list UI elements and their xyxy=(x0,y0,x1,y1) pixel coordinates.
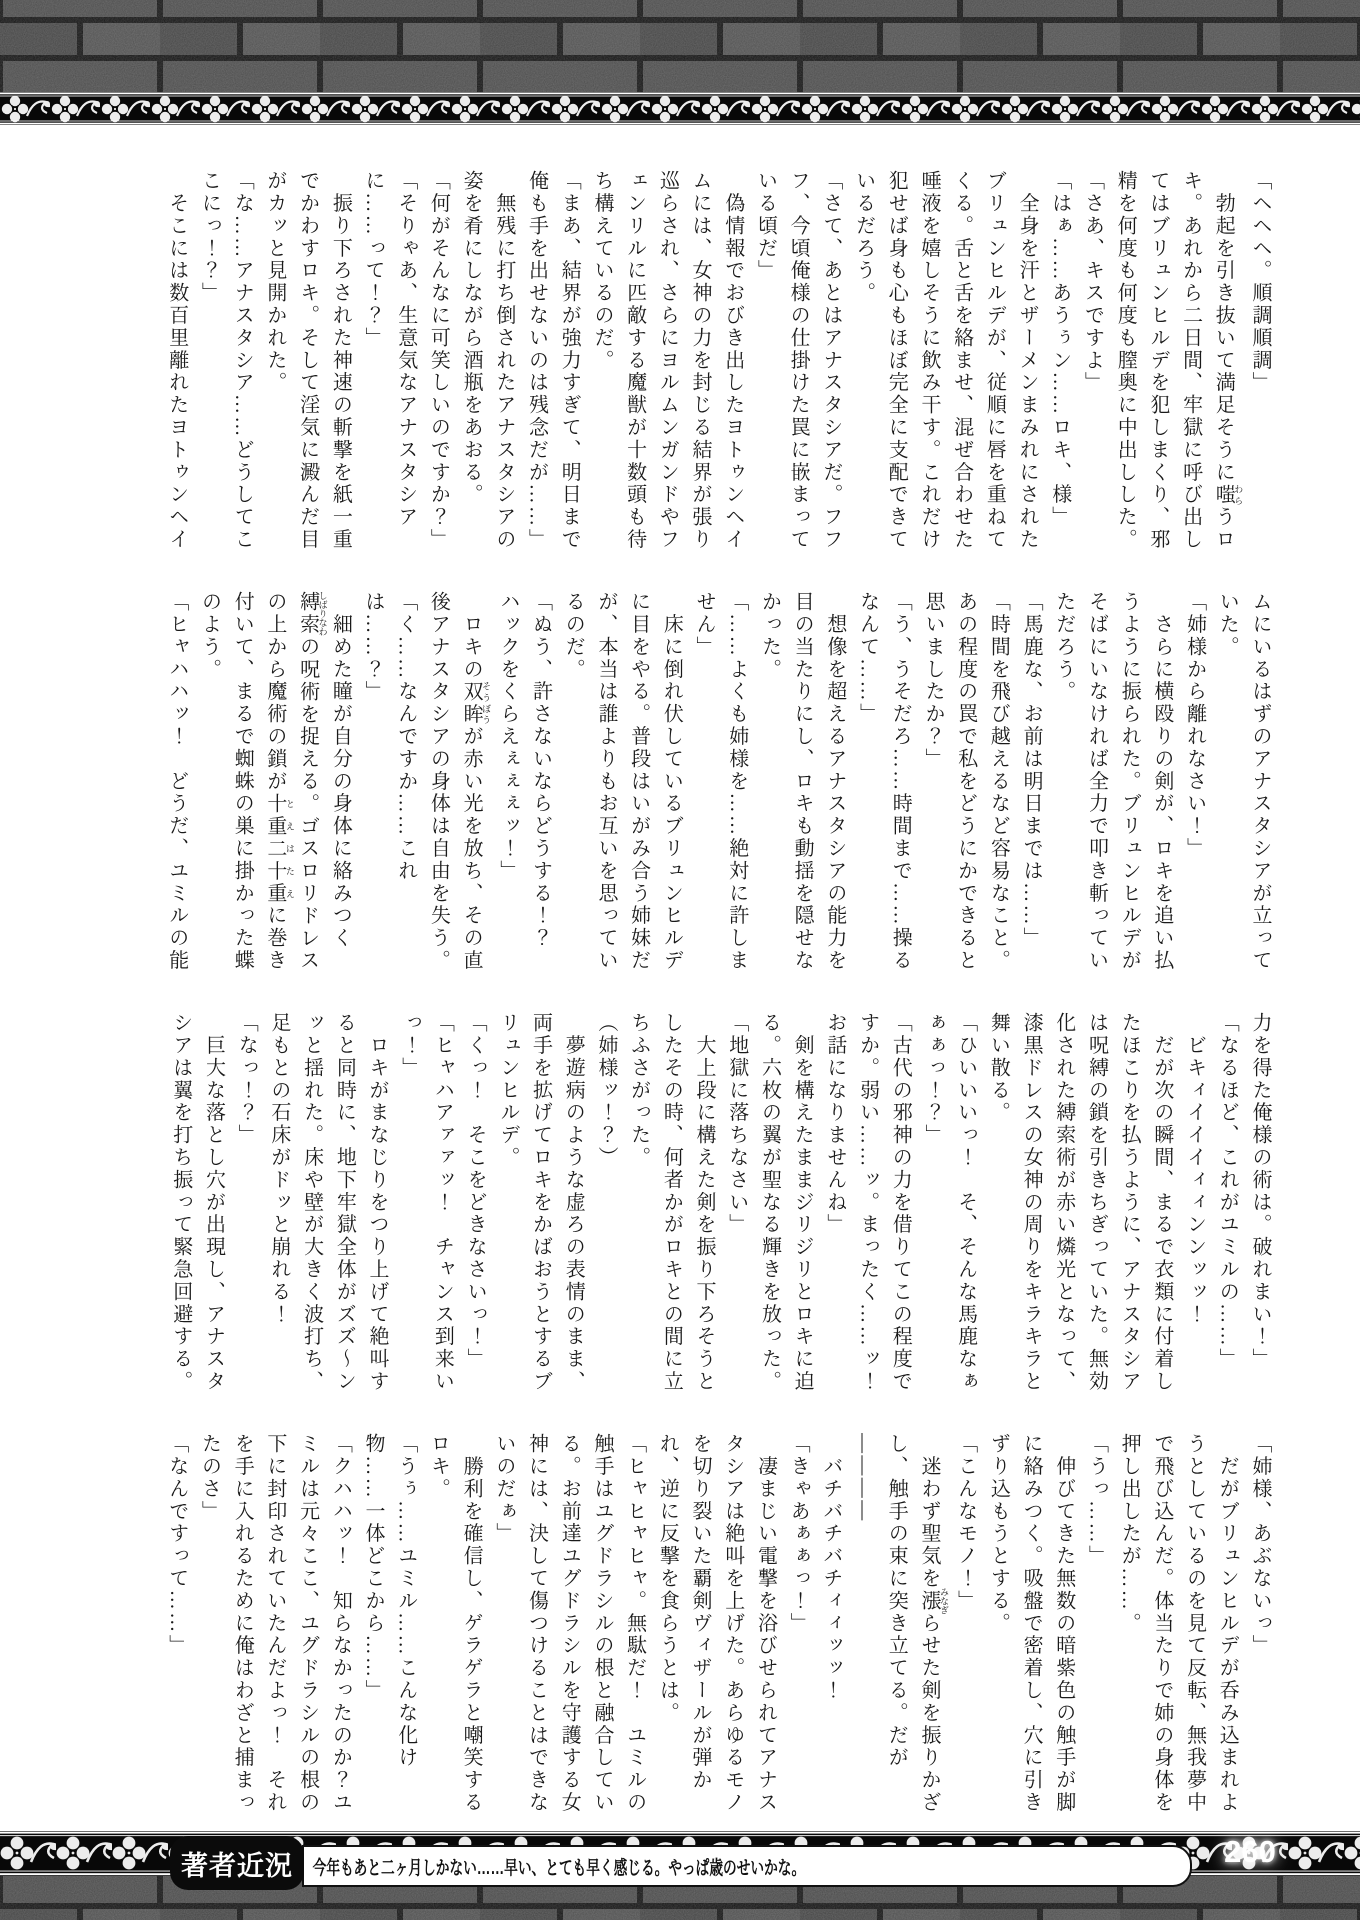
paragraph: だがブリュンヒルデが呑み込まれようとしているのを見て反転、無我夢中で飛び込んだ。体当たりで姉の身体を押し出したが……。 xyxy=(1118,1433,1239,1814)
paragraph: 勝利を確信し、ゲラゲラと嘲笑するロキ。 xyxy=(427,1433,483,1814)
paragraph: 夢遊病のような虚ろの表情のまま、両手を拡げてロキをかばおうとするブリュンヒルデ。 xyxy=(496,1012,585,1393)
paragraph: 「ヘヘヘ。順調順調」 xyxy=(1249,170,1271,394)
text-band-2 xyxy=(164,591,1276,983)
ornament-border-top xyxy=(0,92,1360,125)
paragraph: 「さて、あとはアナスタシアだ。フフフ、今頃俺様の仕掛けた罠に嵌まっている頃だ」 xyxy=(754,170,842,551)
paragraph: 「うぅ……ユミル……こんな化け物……一体どこから……」 xyxy=(362,1433,417,1769)
paragraph: 勃起を引き抜いて満足そうに嗤 わらうロキ。あれから二日間、牢獄に呼び出してはブリュンヒルデを犯しまくり、邪精を何度も何度も膣奥に中出しした。 xyxy=(1114,170,1244,551)
paragraph: 振り下ろされた神速の斬撃を紙一重でかわすロキ。そして淫気に澱んだ目がカッと見開かれた。 xyxy=(263,170,352,551)
paragraph: 「こんなモノ！」 xyxy=(954,1433,977,1613)
paragraph: 「姉様、あぶないっ」 xyxy=(1249,1433,1271,1657)
paragraph: さらに横殴りの剣が、ロキを追い払うように振られた。ブリュンヒルデがそばにいなければ全力で叩き斬っていただろう。 xyxy=(1052,591,1173,972)
paragraph: 偽情報でおびき出したヨトゥンヘイムには、女神の力を封じる結界が張り巡らされ、さらにヨルムンガンドやフェンリルに匹敵する魔獣が十数頭も待ち構えているのだ。 xyxy=(590,170,744,551)
author-status-label-text: 著者近況 xyxy=(181,1850,293,1881)
paragraph: 「くっ！ そこをどきなさいっ！」 xyxy=(464,1012,487,1371)
paragraph: 巨大な落とし穴が出現し、アナスタシアは翼を打ち振って緊急回避する。 xyxy=(169,1012,225,1393)
paragraph: 「く……なんですか……これは……？」 xyxy=(362,591,417,883)
paragraph: ―――― xyxy=(852,1433,875,1523)
paragraph: 「はぁ……あうぅン……ロキ、様」 xyxy=(1048,170,1071,529)
paragraph: 「な……アナスタシア……どうしてここにっ！？」 xyxy=(198,170,254,551)
paragraph: 大上段に構えた剣を振り下ろそうとしたその時、何者かがロキとの間に立ちふさがった。 xyxy=(627,1012,716,1393)
paragraph: 「ヒャヒャヒャ。無駄だ！ ユミルの触手はユグドラシルの根と融合している。お前達ユグドラシルを守護する女神には、決して傷つけることはできないのだぁ」 xyxy=(492,1433,646,1814)
paragraph: 「なるほど、これがユミルの……」 xyxy=(1216,1012,1239,1371)
paragraph: 「古代の邪神の力を借りてこの程度ですか。弱い……ッ。まったく……ッ！お話になりませんね」 xyxy=(823,1012,912,1393)
paragraph: 「なんですって……」 xyxy=(165,1433,188,1657)
paragraph: バチバチバチィィッッ！ xyxy=(819,1433,842,1702)
author-status-label xyxy=(170,1836,304,1890)
paragraph: 「姉様から離れなさい！」 xyxy=(1183,591,1206,860)
brick-wall-top xyxy=(0,0,1360,92)
page-number: 260 xyxy=(1224,1834,1276,1869)
paragraph: 「何がそんなに可笑しいのですか？」 xyxy=(427,170,450,551)
paragraph: 迷わず聖気を漲 みなぎらせた剣を振りかざし、触手の束に突き立てる。だが xyxy=(885,1433,949,1814)
paragraph: 床に倒れ伏しているブリュンヒルデに目をやる。普段はいがみ合う姉妹だが、本当は誰よりもお互いを思っているのだ。 xyxy=(562,591,683,972)
paragraph: 「さあ、キスですよ」 xyxy=(1081,170,1104,394)
paragraph: ムにいるはずのアナスタシアが立っていた。 xyxy=(1216,591,1271,972)
paragraph: そこには数百里離れたヨトゥンヘイ xyxy=(165,170,188,551)
paragraph: 「ヒャハアァァッ！ チャンス到来いっ！」 xyxy=(398,1012,454,1393)
paragraph: 「馬鹿な、お前は明日までは……」 xyxy=(1020,591,1043,950)
paragraph: 「時間を飛び越えるなど容易なこと。あの程度の罠で私をどうにかできると思いましたか？」 xyxy=(921,591,1010,972)
paragraph: ビキィイイイィィンンッッ！ xyxy=(1183,1012,1206,1326)
paragraph: 伸びてきた無数の暗紫色の触手が脚に絡みつく。吸盤で密着し、穴に引きずり込もうとする。 xyxy=(987,1433,1075,1814)
paragraph: 無残に打ち倒されたアナスタシアの姿を肴にしながら酒瓶をあおる。 xyxy=(460,170,515,551)
paragraph: 「……よくも姉様を……絶対に許しません」 xyxy=(693,591,748,972)
paragraph: 「ひいいいっ！ そ、そんな馬鹿なぁぁぁっ！？」 xyxy=(921,1012,977,1393)
paragraph: 細めた瞳が自分の身体に絡みつく縛索 しばりなわの呪術を捉える。ゴスロリドレスの上から魔術の鎖が十重二十重 とえはたえに巻き付いて、まるで蜘蛛の巣に掛かった蝶のよう。 xyxy=(198,591,352,972)
paragraph: ロキがまなじりをつり上げて絶叫すると同時に、地下牢獄全体がズズ〜ンッと揺れた。床や壁が大きく波打ち、足もとの石床がドッと崩れる！ xyxy=(267,1012,389,1393)
paragraph: 「そりゃあ、生意気なアナスタシアに……って！？」 xyxy=(362,170,417,529)
paragraph: 「うっ……」 xyxy=(1085,1433,1108,1568)
paragraph: 「う、うそだろ……時間まで……操るなんて……」 xyxy=(856,591,912,972)
paragraph: 剣を構えたままジリジリとロキに迫る。六枚の翼が聖なる輝きを放った。 xyxy=(758,1012,814,1393)
paragraph: 「ヒャハハッ！ どうだ、ユミルの能 xyxy=(165,591,188,972)
paragraph: 「きゃあぁぁっ！」 xyxy=(787,1433,810,1635)
paragraph: だが次の瞬間、まるで衣類に付着したほこりを払うように、アナスタシアは呪縛の鎖を引きちぎっていた。無効化された縛索術が赤い燐光となって、漆黒ドレスの女神の周りをキラキラと舞い散る。 xyxy=(987,1012,1173,1393)
text-band-4 xyxy=(164,1433,1276,1825)
paragraph: ロキの双眸 そうぼうが赤い光を放ち、その直後アナスタシアの身体は自由を失う。 xyxy=(427,591,492,972)
paragraph: 「クハハッ！ 知らなかったのか？ユミルは元々ここ、ユグドラシルの根の下に封印されていたんだよっ！ それを手に入れるために俺はわざと捕まったのさ」 xyxy=(198,1433,352,1814)
paragraph: 凄まじい電撃を浴びせられてアナスタシアは絶叫を上げた。あらゆるモノを切り裂いた覇剣ヴィザールが弾かれ、逆に反撃を食らうとは。 xyxy=(656,1433,777,1814)
paragraph: 力を得た俺様の術は。破れまい！」 xyxy=(1249,1012,1271,1371)
paragraph: 「地獄に落ちなさい」 xyxy=(725,1012,748,1236)
author-comment-text: 今年もあと二ヶ月しかない……早い、とても早く感じる。やっぱ歳のせいかな。 xyxy=(312,1857,806,1879)
paragraph: （姉様ッ！？） xyxy=(594,1012,617,1169)
paragraph: 「まあ、結界が強力すぎて、明日まで俺も手を出せないのは残念だが……」 xyxy=(525,170,581,551)
paragraph: 「なっ！？」 xyxy=(235,1012,258,1147)
paragraph: 全身を汗とザーメンまみれにされたブリュンヒルデが、従順に唇を重ねてくる。舌と舌を絡ませ、混ぜ合わせた唾液を嬉しそうに飲み干す。これだけ犯せば身も心もほぼ完全に支配できているだろう。 xyxy=(852,170,1039,551)
text-band-1 xyxy=(164,170,1276,562)
text-band-3 xyxy=(164,1012,1276,1404)
paragraph: 想像を超えるアナスタシアの能力を目の当たりにし、ロキも動揺を隠せなかった。 xyxy=(758,591,846,972)
author-comment-strip xyxy=(302,1845,1192,1887)
paragraph: 「ぬう、許さないならどうする！？ ハックをくらえぇぇぇッ！」 xyxy=(496,591,552,972)
